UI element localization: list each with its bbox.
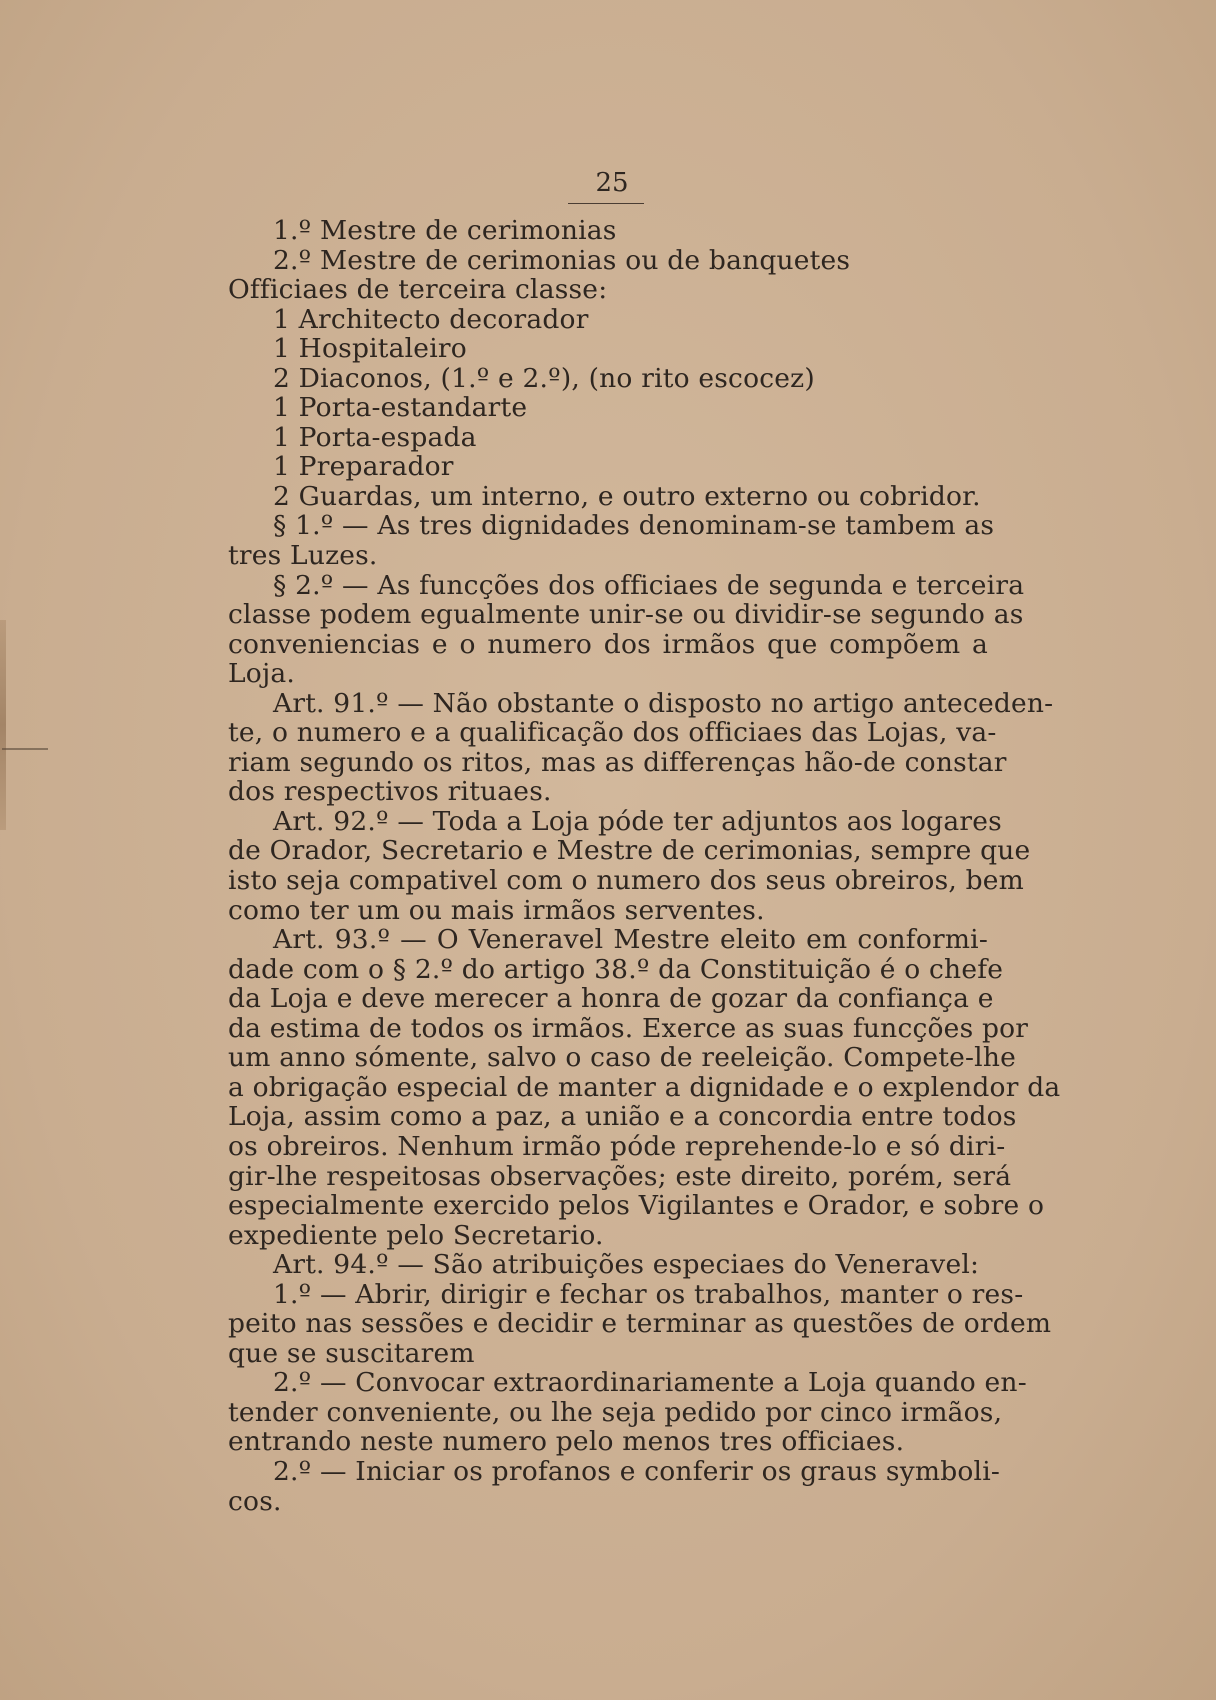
text-line: um anno sómente, salvo o caso de reeleição. Compete-lhe	[228, 1042, 1016, 1074]
text-line: 2 Guardas, um interno, e outro externo ou cobridor.	[273, 480, 981, 512]
text-line: § 1.º — As tres dignidades denominam-se tambem as	[273, 510, 995, 542]
text-line: Art. 91.º — Não obstante o disposto no artigo anteceden-	[273, 687, 1054, 719]
text-line: Art. 92.º — Toda a Loja póde ter adjuntos aos logares	[273, 805, 1002, 837]
text-line: como ter um ou mais irmãos serventes.	[228, 894, 765, 926]
text-line: 1 Porta-estandarte	[273, 392, 528, 424]
page-number: 25	[595, 168, 629, 198]
text-line: dos respectivos rituaes.	[228, 776, 552, 808]
text-line: 2.º — Iniciar os profanos e conferir os graus symboli-	[273, 1455, 1001, 1487]
text-line: isto seja compativel com o numero dos seus obreiros, bem	[228, 865, 1025, 897]
text-line: te, o numero e a qualificação dos officiaes das Lojas, va-	[228, 717, 997, 749]
text-line: gir-lhe respeitosas observações; este direito, porém, será	[228, 1160, 1012, 1192]
binding-mark	[0, 620, 6, 830]
text-line: tres Luzes.	[228, 540, 378, 572]
body-text	[228, 215, 1061, 1517]
text-line: 2.º — Convocar extraordinariamente a Loja quando en-	[273, 1367, 1027, 1399]
text-line: 2 Diaconos, (1.º e 2.º), (no rito escocez)	[273, 362, 815, 394]
text-line: especialmente exercido pelos Vigilantes e Orador, e sobre o	[228, 1190, 1045, 1222]
text-line: 2.º Mestre de cerimonias ou de banquetes	[273, 244, 851, 276]
text-line: os obreiros. Nenhum irmão póde reprehende-lo e só diri-	[228, 1130, 1006, 1162]
text-line: tender conveniente, ou lhe seja pedido por cinco irmãos,	[228, 1396, 1003, 1428]
text-line: que se suscitarem	[228, 1337, 475, 1369]
text-line: § 2.º — As funcções dos officiaes de segunda e terceira	[273, 569, 1025, 601]
text-line: peito nas sessões e decidir e terminar as questões de ordem	[228, 1308, 1052, 1340]
text-line: 1.º Mestre de cerimonias	[273, 215, 617, 246]
binding-thread	[2, 748, 48, 750]
text-line: Art. 93.º — O Veneravel Mestre eleito em conformi-	[273, 924, 988, 956]
text-line: expediente pelo Secretario.	[228, 1219, 604, 1251]
text-line: Loja.	[228, 658, 295, 690]
text-line: da estima de todos os irmãos. Exerce as suas funcções por	[228, 1012, 1029, 1044]
text-line: de Orador, Secretario e Mestre de cerimonias, sempre que	[228, 835, 1031, 867]
text-line: 1 Porta-espada	[273, 421, 477, 453]
text-line: Loja, assim como a paz, a união e a concordia entre todos	[228, 1101, 1017, 1133]
text-line: Officiaes de terceira classe:	[228, 274, 608, 306]
text-line: 1 Preparador	[273, 451, 454, 483]
text-line: da Loja e deve merecer a honra de gozar da confiança e	[228, 983, 994, 1015]
text-line: 1 Hospitaleiro	[273, 333, 467, 365]
text-line: classe podem egualmente unir-se ou dividir-se segundo as	[228, 599, 1024, 631]
text-line: 1 Architecto decorador	[273, 303, 589, 335]
text-line: Art. 94.º — São atribuições especiaes do Veneravel:	[273, 1249, 980, 1281]
text-line: dade com o § 2.º do artigo 38.º da Constituição é o chefe	[228, 953, 1004, 985]
text-line: conveniencias e o numero dos irmãos que compõem a	[228, 628, 988, 660]
text-line: 1.º — Abrir, dirigir e fechar os trabalhos, manter o res-	[273, 1278, 1024, 1310]
text-line: entrando neste numero pelo menos tres officiaes.	[228, 1426, 905, 1458]
text-line: cos.	[228, 1485, 282, 1517]
page-number-rule	[568, 203, 644, 204]
text-line: a obrigação especial de manter a dignidade e o explendor da	[228, 1071, 1061, 1103]
text-line: riam segundo os ritos, mas as differenças hão-de constar	[228, 746, 1007, 778]
